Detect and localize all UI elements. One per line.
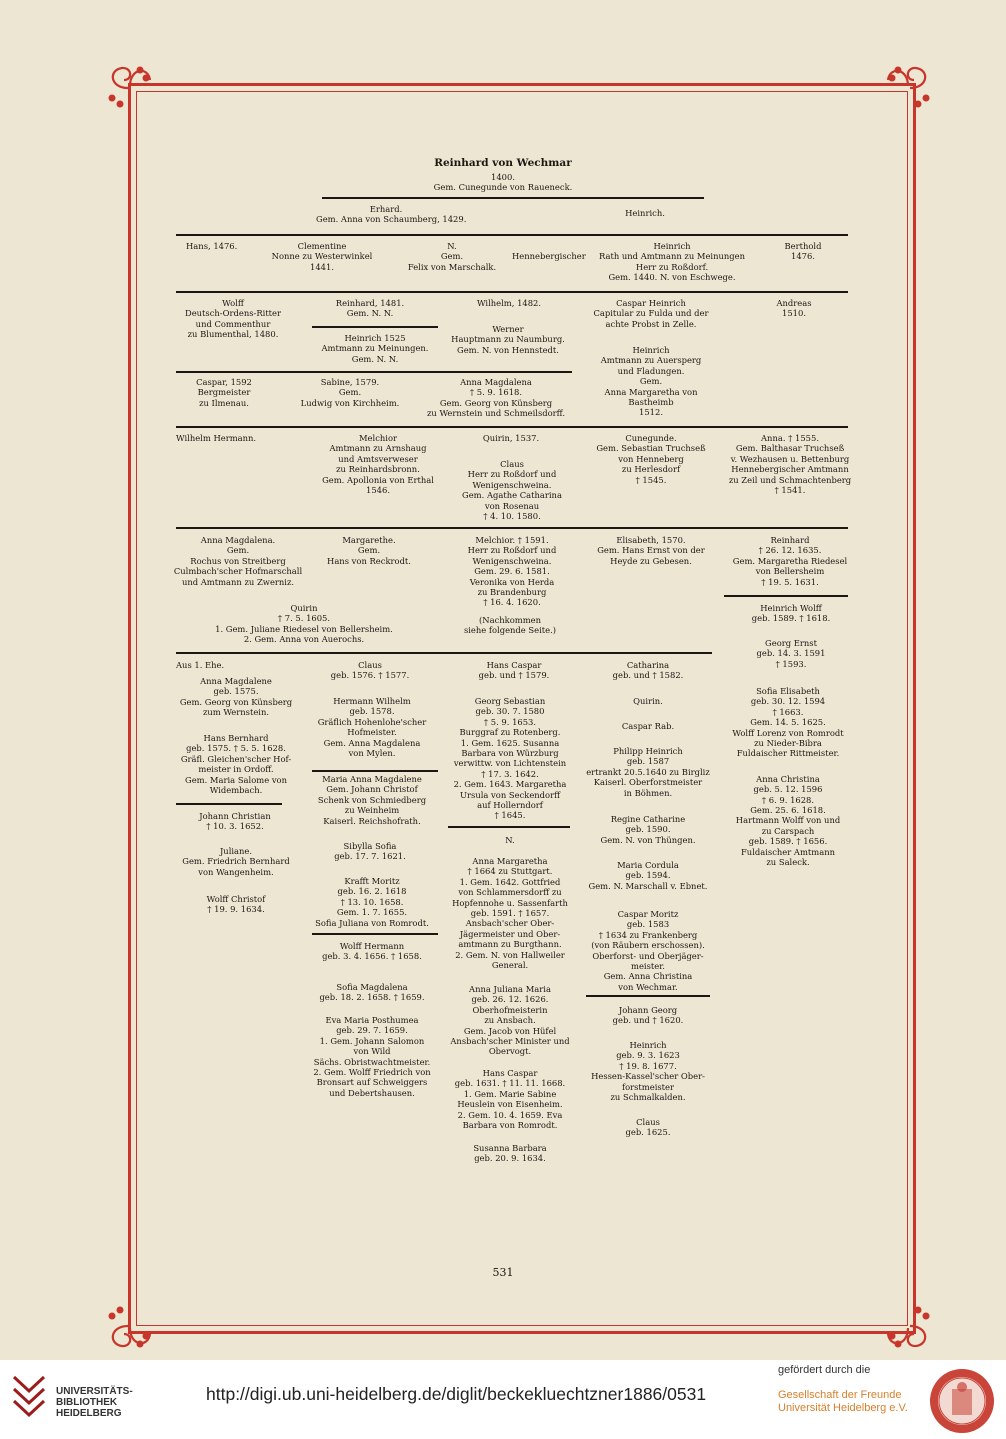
generation-line	[176, 371, 572, 373]
person-entry: Berthold 1476.	[784, 241, 822, 262]
person-entry: Juliane. Gem. Friedrich Bernhard von Wangenheim.	[182, 846, 290, 877]
generation-line	[586, 995, 710, 997]
person-entry: Margarethe. Gem. Hans von Reckrodt.	[327, 535, 411, 566]
generation-line	[448, 826, 570, 828]
person-entry: Hans Caspar geb. 1631. † 11. 11. 1668. 1. Gem. Marie Sabine Heuslein von Eisenheim. 2. Gem. 10. 4. 1659. Eva Barbara von Romrodt.	[454, 1068, 566, 1131]
generation-line	[322, 197, 704, 199]
person-entry: Wolff Deutsch-Ordens-Ritter und Commenthur zu Blumenthal, 1480.	[184, 298, 282, 340]
person-entry: N. Gem. Felix von Marschalk.	[407, 241, 497, 272]
person-entry: Andreas 1510.	[776, 298, 812, 319]
corner-ornament-icon	[878, 58, 938, 118]
person-entry: Anna Magdalene geb. 1575. Gem. Georg von Künsberg zum Wernstein.	[179, 676, 293, 718]
person-entry: Maria Anna Magdalene Gem. Johann Christof Schenk von Schmiedberg zu Weinheim Kaiserl. Reichshofrath.	[317, 774, 427, 826]
generation-line	[176, 234, 848, 236]
person-entry: Wolff Christof † 19. 9. 1634.	[206, 894, 266, 915]
person-entry: Hans Bernhard geb. 1575. † 5. 5. 1628. Gräfl. Gleichen'scher Hof- meister in Ordoff. Gem. Maria Salome von Widembach.	[180, 733, 292, 796]
person-entry: Anna Margaretha † 1664 zu Stuttgart. 1. Gem. 1642. Gottfried von Schlammersdorff zu Hopfennohe u. Sassenfarth geb. 1591. † 1657. Ansbach'scher Ober- Jägermeister und Ober- amtmann zu Burgthann. 2. Gem. N. von Hallweiler General.	[452, 856, 568, 971]
library-name: UNIVERSITÄTS- BIBLIOTHEK HEIDELBERG	[56, 1386, 133, 1419]
person-entry: Regine Catharine geb. 1590. Gem. N. von Thüngen.	[600, 814, 696, 845]
person-entry: Sabine, 1579. Gem. Ludwig von Kirchheim.	[300, 377, 400, 408]
corner-ornament-icon	[100, 1296, 160, 1356]
person-entry: Heinrich Rath und Amtmann zu Meinungen Herr zu Roßdorf. Gem. 1440. N. von Eschwege.	[598, 241, 746, 283]
person-entry: (Nachkommen siehe folgende Seite.)	[463, 615, 557, 636]
person-entry: Quirin.	[633, 696, 663, 706]
person-entry: Anna. † 1555. Gem. Balthasar Truchseß v. Wezhausen u. Bettenburg Hennebergischer Amtmann zu Zeil und Schmachtenberg † 1541.	[728, 433, 852, 496]
generation-line	[312, 933, 438, 935]
person-entry: Wilhelm, 1482.	[476, 298, 542, 308]
person-entry: Maria Cordula geb. 1594. Gem. N. Marschall v. Ebnet.	[588, 860, 708, 891]
person-entry: Philipp Heinrich geb. 1587 ertrankt 20.5.1640 zu Birgliz Kaiserl. Oberforstmeister in Böhmen.	[586, 746, 710, 798]
person-entry: Krafft Moritz geb. 16. 2. 1618 † 13. 10. 1658. Gem. 1. 7. 1655. Sofia Juliana von Romrodt.	[315, 876, 429, 928]
person-entry: Cunegunde. Gem. Sebastian Truchseß von Henneberg zu Herlesdorf † 1545.	[596, 433, 706, 485]
generation-line	[176, 527, 848, 529]
person-entry: Werner Hauptmann zu Naumburg. Gem. N. von Hennstedt.	[451, 324, 565, 355]
person-entry: Reinhard, 1481. Gem. N. N.	[335, 298, 405, 319]
person-entry: Anna Magdalena † 5. 9. 1618. Gem. Georg von Künsberg zu Wernstein und Schmeilsdorff.	[426, 377, 565, 419]
person-entry: Heinrich Amtmann zu Auersperg und Fladungen. Gem. Anna Margaretha von Bastheimb 1512.	[600, 345, 702, 418]
person-entry: Hans Caspar geb. und † 1579.	[478, 660, 550, 681]
person-entry: Heinrich.	[625, 208, 665, 218]
corner-ornament-icon	[100, 58, 160, 118]
person-entry: Caspar Moritz geb. 1583 † 1634 zu Frankenberg (von Räubern erschossen). Oberforst- und Oberjäger- meister. Gem. Anna Christina von Wechmar.	[591, 909, 705, 992]
person-entry: Georg Sebastian geb. 30. 7. 1580 † 5. 9. 1653. Burggraf zu Rotenberg. 1. Gem. 1625. Susanna Barbara von Würzburg verwittw. von Lichtenstein † 17. 3. 1642. 2. Gem. 1643. Margaretha Ursula von Seckendorff auf Hollerndorf † 1645.	[453, 696, 567, 821]
person-entry: Heinrich Wolff geb. 1589. † 1618.	[751, 603, 831, 624]
genealogy-spouse: Gem. Cunegunde von Raueneck.	[433, 182, 573, 192]
sponsor-intro: gefördert durch die	[778, 1364, 871, 1376]
person-entry: Catharina geb. und † 1582.	[612, 660, 684, 681]
person-entry: Quirin † 7. 5. 1605. 1. Gem. Juliane Riedesel von Bellersheim. 2. Gem. Anna von Auerochs.	[215, 603, 393, 645]
person-entry: Melchior. † 1591. Herr zu Roßdorf und Wenigenschweina. Gem. 29. 6. 1581. Veronika von Herda zu Brandenburg † 16. 4. 1620.	[467, 535, 557, 608]
person-entry: Reinhard † 26. 12. 1635. Gem. Margaretha Riedesel von Bellersheim † 19. 5. 1631.	[732, 535, 848, 587]
person-entry: Anna Magdalena. Gem. Rochus von Streitberg Culmbach'scher Hofmarschall und Amtmann zu Zwerniz.	[173, 535, 303, 587]
person-entry: Caspar Heinrich Capitular zu Fulda und der achte Probst in Zelle.	[593, 298, 709, 329]
person-entry: Hermann Wilhelm geb. 1578. Gräflich Hohenlohe'scher Hofmeister. Gem. Anna Magdalena von Mylen.	[317, 696, 427, 759]
generation-line	[176, 426, 848, 428]
person-entry: Wilhelm Hermann.	[176, 433, 257, 443]
genealogy-year: 1400.	[491, 172, 515, 182]
person-entry: Heinrich 1525 Amtmann zu Meinungen. Gem. N. N.	[321, 333, 429, 364]
person-entry: Anna Christina geb. 5. 12. 1596 † 6. 9. 1628.	[753, 774, 823, 805]
generation-line	[312, 770, 438, 772]
generation-line	[176, 803, 282, 805]
generation-line	[312, 326, 438, 328]
person-entry: Claus geb. 1625.	[625, 1117, 671, 1138]
person-entry: Heinrich geb. 9. 3. 1623 † 19. 8. 1677. Hessen-Kassel'scher Ober- forstmeister zu Schmalkalden.	[591, 1040, 705, 1103]
person-entry: Hennebergischer	[512, 251, 586, 261]
library-logo-icon	[10, 1373, 48, 1419]
document-url-link[interactable]: http://digi.ub.uni-heidelberg.de/diglit/beckekluechtzner1886/0531	[206, 1384, 707, 1404]
person-entry: Sofia Magdalena geb. 18. 2. 1658. † 1659.	[319, 982, 425, 1003]
person-entry: Eva Maria Posthumea geb. 29. 7. 1659. 1. Gem. Johann Salomon von Wild Sächs. Obristwachtmeister. 2. Gem. Wolff Friedrich von Bronsart auf Schweiggers und Debertshausen.	[313, 1015, 431, 1098]
generation-line	[176, 291, 848, 293]
person-entry: Clementine Nonne zu Westerwinkel 1441.	[271, 241, 373, 272]
person-entry: N.	[505, 835, 515, 845]
generation-line	[176, 652, 712, 654]
person-entry: Claus Herr zu Roßdorf und Wenigenschweina. Gem. Agathe Catharina von Rosenau † 4. 10. 1580.	[462, 459, 562, 522]
person-entry: Caspar Rab.	[621, 721, 675, 731]
person-entry: Quirin, 1537.	[482, 433, 540, 443]
person-entry: Johann Christian † 10. 3. 1652.	[199, 811, 271, 832]
genealogy-title: Reinhard von Wechmar	[434, 157, 572, 169]
person-entry: Elisabeth, 1570. Gem. Hans Ernst von der Heyde zu Gebesen.	[597, 535, 705, 566]
page-number: 531	[492, 1266, 514, 1279]
university-seal-icon	[928, 1367, 996, 1435]
person-entry: Wolff Hermann geb. 3. 4. 1656. † 1658.	[322, 941, 422, 962]
person-entry: Anna Juliana Maria geb. 26. 12. 1626. Oberhofmeisterin zu Ansbach. Gem. Jacob von Hüfel Ansbach'scher Minister und Obervogt.	[450, 984, 570, 1057]
generation-line	[724, 595, 848, 597]
person-entry: Melchior Amtmann zu Arnshaug und Amtsverweser zu Reinhardsbronn. Gem. Apollonia von Erthal 1546.	[322, 433, 434, 496]
person-entry: Susanna Barbara geb. 20. 9. 1634.	[473, 1143, 547, 1164]
person-entry: Gem. 25. 6. 1618. Hartmann Wolff von und zu Carspach geb. 1589. † 1656. Fuldaischer Amtmann zu Saleck.	[735, 805, 841, 868]
person-entry: Sofia Elisabeth geb. 30. 12. 1594 † 1663. Gem. 14. 5. 1625. Wolff Lorenz von Romrodt zu Nieder-Bibra Fuldaischer Rittmeister.	[732, 686, 844, 759]
person-entry: Johann Georg geb. und † 1620.	[612, 1005, 684, 1026]
sponsor-link[interactable]: Gesellschaft der Freunde Universität Heidelberg e.V.	[778, 1389, 908, 1414]
person-entry: Georg Ernst geb. 14. 3. 1591 † 1593.	[756, 638, 826, 669]
person-entry: Caspar, 1592 Bergmeister zu Ilmenau.	[196, 377, 252, 408]
person-entry: Hans, 1476.	[186, 241, 238, 251]
corner-ornament-icon	[878, 1296, 938, 1356]
person-entry: Sibylla Sofia geb. 17. 7. 1621.	[334, 841, 406, 862]
person-entry: Claus geb. 1576. † 1577.	[330, 660, 410, 681]
person-entry: Aus 1. Ehe.	[176, 660, 225, 670]
person-entry: Erhard. Gem. Anna von Schaumberg, 1429.	[316, 204, 467, 225]
